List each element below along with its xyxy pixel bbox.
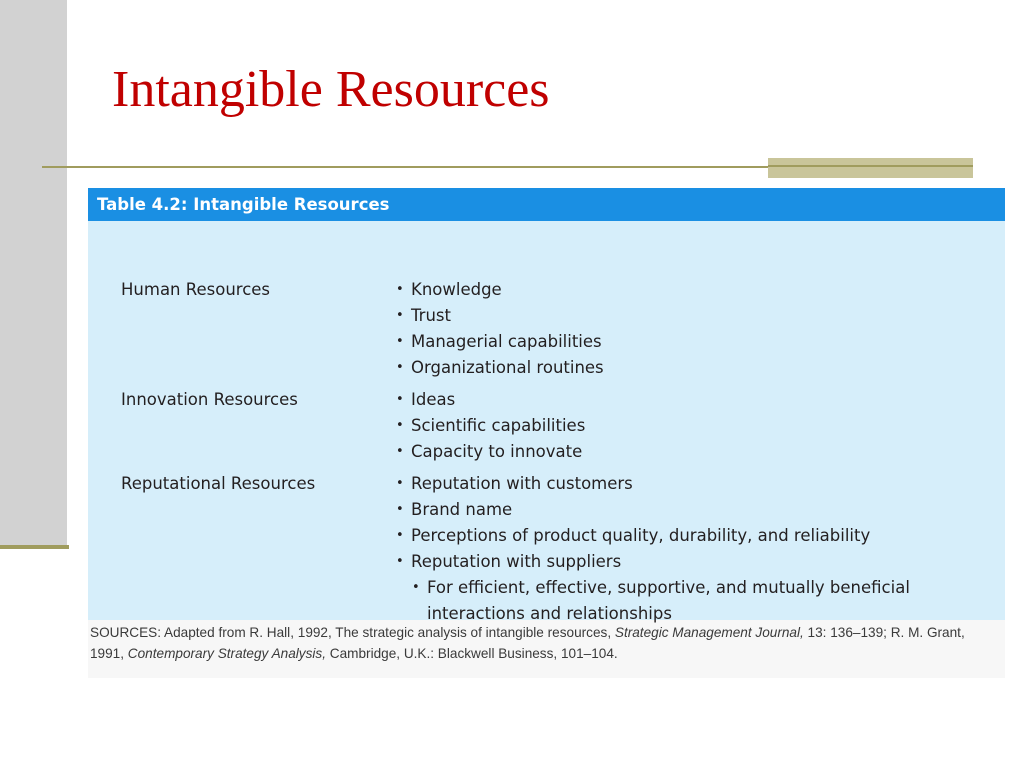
list-item: • Ideas (394, 387, 585, 413)
list-item: • Reputation with customers (394, 471, 967, 497)
list-item: • Scientific capabilities (394, 413, 585, 439)
category-label: Human Resources (121, 280, 271, 299)
list-item: • Knowledge (394, 277, 604, 303)
list-item: • Perceptions of product quality, durability, and reliability (394, 523, 967, 549)
sources-text: 13: 136–139; R. M. Grant, 1991, (90, 625, 965, 661)
sub-list-item: • For efficient, effective, supportive, and mutually beneficial interactions and relationships (410, 575, 967, 627)
list-item: • Trust (394, 303, 604, 329)
side-panel-edge (0, 545, 69, 549)
list-item: • Reputation with suppliers (394, 549, 967, 575)
table-body (88, 221, 1005, 623)
sources-text: SOURCES: Adapted from R. Hall, 1992, The strategic analysis of intangible resources, (90, 625, 615, 640)
item-list (394, 471, 967, 627)
item-list (394, 277, 604, 381)
intangible-resources-table-figure (88, 188, 1005, 678)
sources-book: Contemporary Strategy Analysis, (127, 646, 326, 661)
sources-text: Cambridge, U.K.: Blackwell Business, 101–104. (326, 646, 618, 661)
slide-title: Intangible Resources (112, 61, 550, 118)
sources-note (90, 622, 1002, 664)
category-label: Innovation Resources (121, 390, 298, 409)
list-item: • Managerial capabilities (394, 329, 604, 355)
list-item: • Capacity to innovate (394, 439, 585, 465)
item-list (394, 387, 585, 465)
side-panel-decoration (0, 0, 67, 548)
list-item: • Organizational routines (394, 355, 604, 381)
sources-journal: Strategic Management Journal, (614, 625, 804, 640)
table-caption: Table 4.2: Intangible Resources (88, 188, 1005, 221)
list-item: • Brand name (394, 497, 967, 523)
category-label: Reputational Resources (121, 474, 316, 493)
title-divider-accent (768, 158, 973, 178)
